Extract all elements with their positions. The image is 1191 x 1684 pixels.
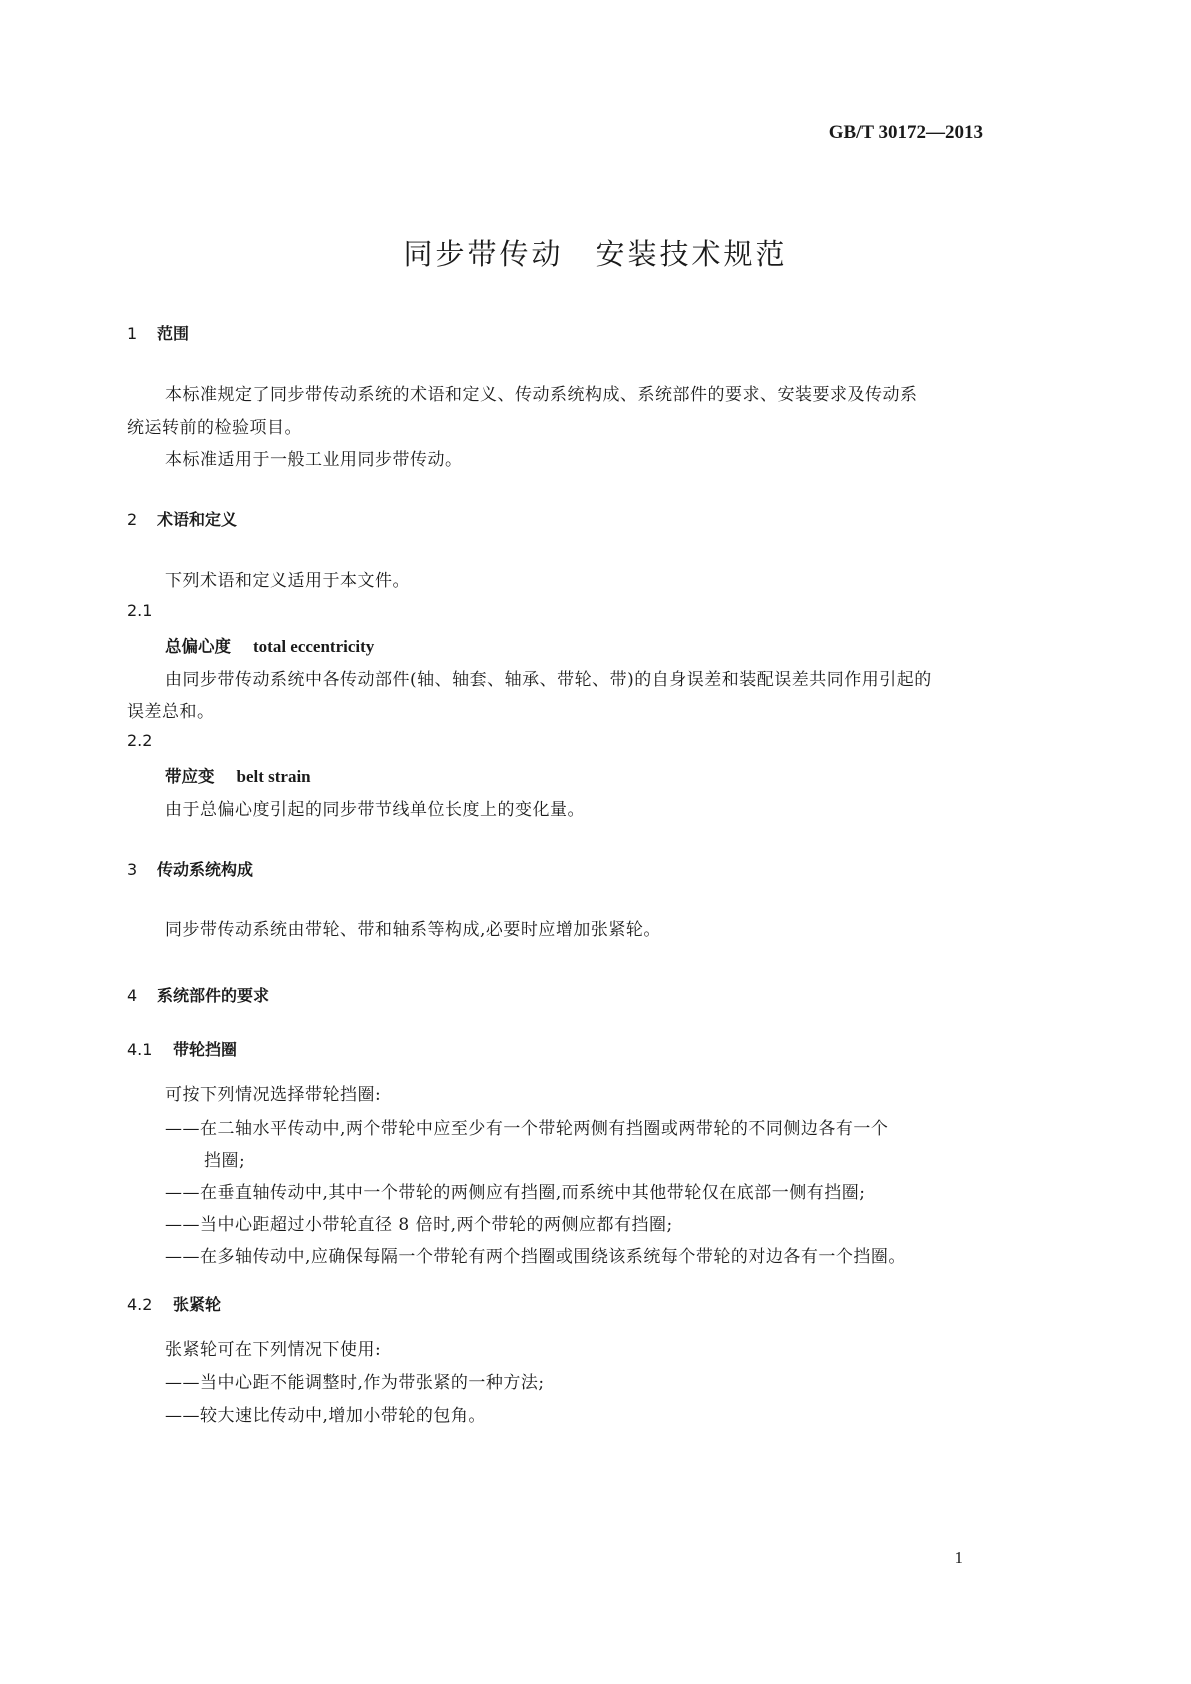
section-title: 范围 (157, 324, 190, 343)
term-en: total eccentricity (253, 637, 375, 656)
section-number: 4.1 (127, 1040, 153, 1059)
s1-paragraph-2: 本标准适用于一般工业用同步带传动。 (165, 450, 463, 470)
section-4-1-heading (127, 1037, 237, 1060)
s4-2-intro: 张紧轮可在下列情况下使用: (165, 1340, 382, 1360)
term-zh: 总偏心度 (165, 637, 231, 656)
term-zh: 带应变 (165, 767, 215, 786)
section-title: 张紧轮 (173, 1295, 222, 1314)
term-2-1-number: 2.1 (127, 601, 153, 620)
term-2-1-heading (165, 633, 374, 657)
s4-1-item-1-line-1: ——在二轴水平传动中,两个带轮中应至少有一个带轮两侧有挡圈或两带轮的不同侧边各有一个 (165, 1119, 889, 1139)
standard-number: GB/T 30172—2013 (828, 122, 983, 143)
s4-1-item-1-line-2: 挡圈; (204, 1151, 246, 1171)
section-title: 术语和定义 (157, 510, 238, 529)
document-title: 同步带传动 安装技术规范 (403, 237, 788, 271)
section-4-heading (127, 983, 269, 1006)
term-2-2-heading (165, 763, 311, 787)
section-1-heading (127, 321, 189, 344)
page-number: 1 (954, 1548, 963, 1567)
section-number: 1 (127, 324, 138, 343)
section-number: 4 (127, 986, 138, 1005)
section-number: 3 (127, 860, 138, 879)
term-2-1-definition-line-2: 误差总和。 (127, 702, 215, 722)
term-2-2-number: 2.2 (127, 731, 153, 750)
term-2-1-definition-line-1: 由同步带传动系统中各传动部件(轴、轴套、轴承、带轮、带)的自身误差和装配误差共同作用引起的 (165, 670, 932, 690)
section-title: 系统部件的要求 (157, 986, 270, 1005)
section-number: 4.2 (127, 1295, 153, 1314)
term-2-2-definition: 由于总偏心度引起的同步带节线单位长度上的变化量。 (165, 800, 585, 820)
term-en: belt strain (236, 767, 311, 786)
s4-2-item-2: ——较大速比传动中,增加小带轮的包角。 (165, 1406, 486, 1426)
s4-1-intro: 可按下列情况选择带轮挡圈: (165, 1085, 382, 1105)
section-title: 传动系统构成 (157, 860, 254, 879)
s4-2-item-1: ——当中心距不能调整时,作为带张紧的一种方法; (165, 1373, 545, 1393)
section-2-heading (127, 507, 237, 530)
s4-1-item-4: ——在多轴传动中,应确保每隔一个带轮有两个挡圈或围绕该系统每个带轮的对边各有一个挡圈。 (165, 1247, 906, 1267)
section-number: 2 (127, 510, 138, 529)
s4-1-item-2: ——在垂直轴传动中,其中一个带轮的两侧应有挡圈,而系统中其他带轮仅在底部一侧有挡圈; (165, 1183, 866, 1203)
section-title: 带轮挡圈 (173, 1040, 238, 1059)
s1-paragraph-1-line-1: 本标准规定了同步带传动系统的术语和定义、传动系统构成、系统部件的要求、安装要求及传动系 (165, 385, 918, 405)
section-4-2-heading (127, 1292, 221, 1315)
section-3-heading (127, 857, 253, 880)
s3-paragraph-1: 同步带传动系统由带轮、带和轴系等构成,必要时应增加张紧轮。 (165, 920, 661, 940)
s1-paragraph-1-line-2: 统运转前的检验项目。 (127, 418, 302, 438)
s2-intro: 下列术语和定义适用于本文件。 (165, 571, 410, 591)
s4-1-item-3: ——当中心距超过小带轮直径 8 倍时,两个带轮的两侧应都有挡圈; (165, 1215, 673, 1235)
